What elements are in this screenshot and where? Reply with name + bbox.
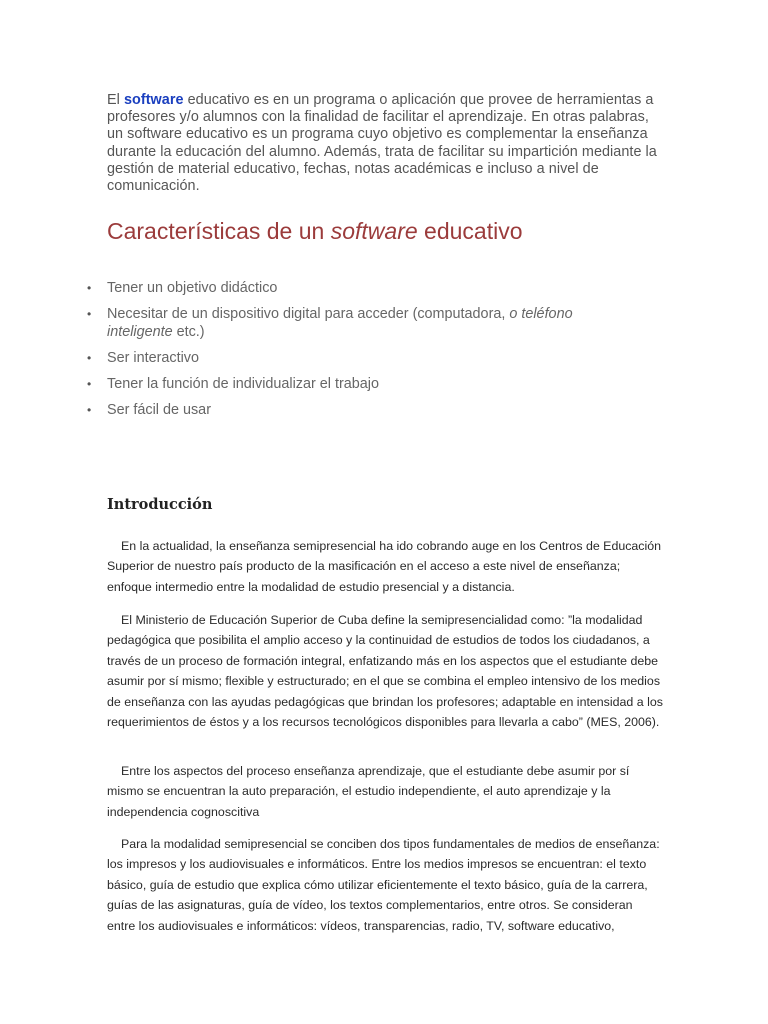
- bullet-icon: •: [87, 307, 92, 321]
- intro-prefix: El: [107, 92, 124, 108]
- intro-paragraph: [107, 92, 667, 195]
- body-paragraph: En la actualidad, la enseñanza semipresencial ha ido cobrando auge en los Centros de Educación Superior de nuestro país producto de la masificación en el acceso a este nivel de enseñanza; enfoque intermedio entre la modalidad de estudio presencial y a distancia.: [107, 539, 662, 594]
- feature-text: Tener la función de individualizar el trabajo: [107, 376, 379, 392]
- list-item: [87, 375, 627, 393]
- list-item: [87, 305, 627, 341]
- list-item: [87, 401, 627, 419]
- software-keyword-link[interactable]: software: [123, 92, 184, 108]
- bullet-icon: •: [87, 281, 92, 295]
- body-paragraph: Entre los aspectos del proceso enseñanza aprendizaje, que el estudiante debe asumir por sí mismo se encuentran la auto preparación, el estudio independiente, el auto aprendizaje y la independencia cognoscitiva: [107, 764, 630, 819]
- feature-text: Necesitar de un dispositivo digital para acceder (computadora,: [107, 306, 510, 322]
- heading-after: educativo: [417, 218, 523, 244]
- feature-text: Ser interactivo: [107, 350, 199, 366]
- bullet-icon: •: [87, 377, 92, 391]
- heading-before: Características de un: [107, 218, 331, 244]
- section-heading: [107, 216, 707, 246]
- feature-text-after: etc.): [172, 324, 205, 340]
- body-paragraph: El Ministerio de Educación Superior de Cuba define la semipresencialidad como: ”la modalidad pedagógica que posibilita el amplio acceso y la continuidad de estudios de todos los ciudadanos, a través de un proceso de formación integral, enfatizando más en los aspectos que el estudiante debe asumir por sí mismo; flexible y estructurado; en el que se combina el empleo intensivo de los medios de enseñanza con las ayudas pedagógicas que brindan los profesores; adaptable en intensidad a los requerimientos de éstos y a los recursos tecnológicos disponibles para llevarla a cabo” (MES, 2006).: [107, 613, 663, 730]
- list-item: [87, 279, 627, 297]
- heading-italic: software: [330, 218, 418, 244]
- introduction-title: Introducción: [107, 496, 213, 513]
- feature-text: Tener un objetivo didáctico: [107, 280, 278, 296]
- bullet-icon: •: [87, 351, 92, 365]
- feature-italic-text: o teléfono inteligente: [107, 306, 573, 340]
- body-paragraph: Para la modalidad semipresencial se conciben dos tipos fundamentales de medios de enseñanza: los impresos y los audiovisuales e informáticos. Entre los medios impresos se encuentran: el texto básico, guía de estudio que explica cómo utilizar eficientemente el texto básico, guía de la carrera, guías de las asignaturas, guía de vídeo, los textos complementarios, entre otros. Se consideran entre los audiovisuales e informáticos: vídeos, transparencias, radio, TV, software educativo,: [107, 837, 660, 933]
- bullet-icon: •: [87, 403, 92, 417]
- list-item: [87, 349, 627, 367]
- intro-rest: educativo es en un programa o aplicación que provee de herramientas a profesores y/o alumnos con la finalidad de facilitar el aprendizaje. En otras palabras, un software educativo es un programa cuyo objetivo es complementar la enseñanza durante la educación del alumno. Además, trata de facilitar su impartición mediante la gestión de material educativo, fechas, notas académicas e incluso a nivel de comunicación.: [107, 92, 657, 195]
- features-list: [87, 279, 627, 427]
- feature-text: Ser fácil de usar: [107, 402, 211, 418]
